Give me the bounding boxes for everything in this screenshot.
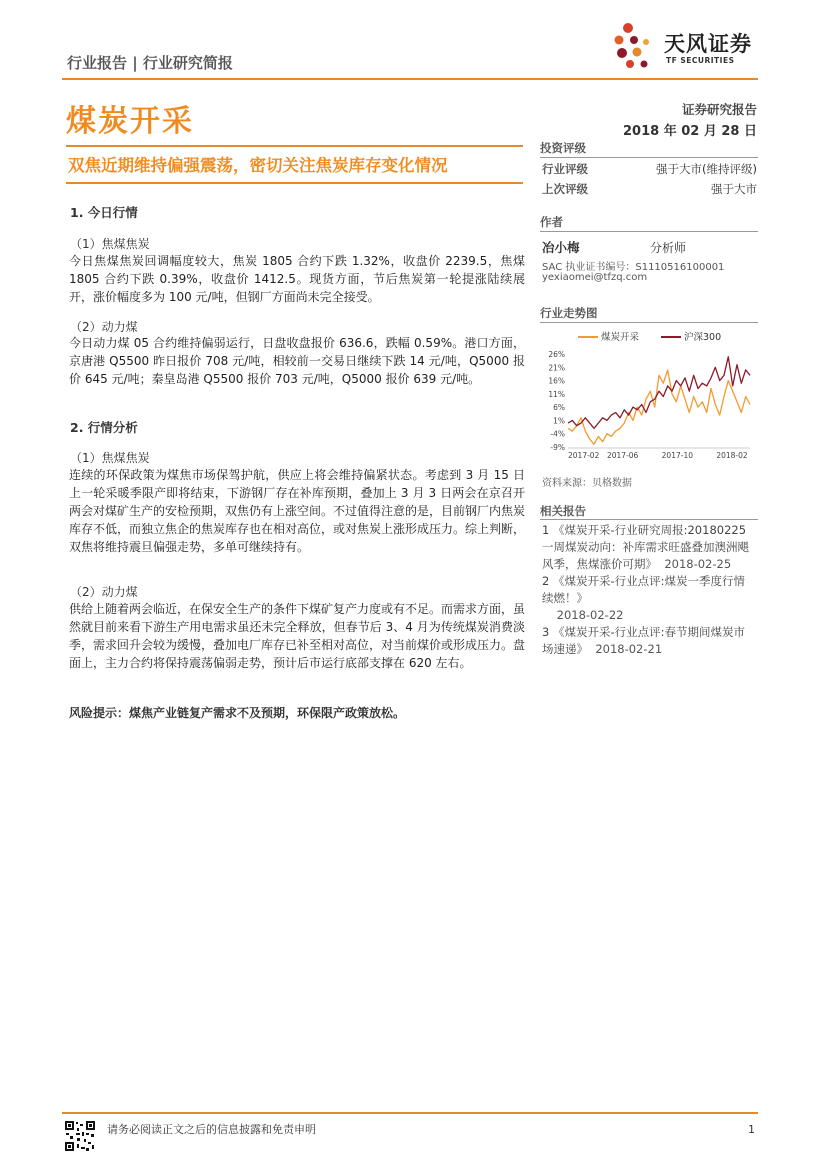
y-tick-label: 1% (553, 416, 565, 426)
report-title: 双焦近期维持偏强震荡，密切关注焦炭库存变化情况 (68, 156, 448, 175)
legend-label-series-1: 煤炭开采 (601, 332, 640, 343)
section-1-paragraph-2 (69, 334, 525, 388)
chart-series (568, 357, 750, 445)
paragraph-text: 供给上随着两会临近，在保安全生产的条件下煤矿复产力度或有不足。而需求方面，虽然就目前来看下游生产用电需求虽还未完全释放，但春节后 3、4 月为传统煤炭消费淡季，需求回升会较为缓慢，叠加电厂库存已补至相对高位，对当前煤价或形成压力。盘面上，主力合约将保持震荡偏弱走势，预计后市运行底部支撑在 620 左右。 (69, 602, 526, 670)
paragraph-text: 今日动力煤 05 合约维持偏弱运行，日盘收盘报价 636.6，跌幅 0.59%。港口方面，京唐港 Q5500 昨日报价 708 元/吨，相较前一交易日继续下跌 14 元/吨，Q5000 报价 645 元/吨；秦皇岛港 Q5500 报价 703 元/吨，Q5000 报价 639 元/吨。 (69, 336, 525, 386)
paragraph-text: 今日焦煤焦炭回调幅度较大，焦炭 1805 合约下跌 1.32%，收盘价 2239.5，焦煤 1805 合约下跌 0.39%，收盘价 1412.5。现货方面，节后焦炭第一轮提涨陆续展开，涨价幅度多为 100 元/吨，但钢厂方面尚未完全接受。 (69, 254, 525, 304)
section-2-paragraph-1 (69, 466, 525, 556)
chart-source: 资料来源：贝格数据 (542, 478, 632, 489)
section-2-sub-1: （1）焦煤焦炭 (70, 451, 150, 465)
x-tick-label: 2017-10 (661, 451, 694, 460)
series-line-1 (568, 370, 750, 444)
previous-rating-label: 上次评级 (542, 182, 588, 196)
legend-label-series-2: 沪深300 (684, 332, 722, 343)
title-divider-bottom (66, 182, 523, 184)
footer-divider (62, 1112, 758, 1114)
report-category-nav: 行业报告 | 行业研究简报 (67, 54, 233, 72)
qr-code-icon (64, 1120, 96, 1152)
chart-legend (578, 331, 721, 343)
previous-rating-value: 强于大市 (711, 182, 757, 196)
related-report-date: 2018-02-22 (556, 608, 624, 622)
trend-chart-heading: 行业走势图 (540, 306, 598, 320)
y-tick-label: 11% (548, 389, 565, 399)
section-1-paragraph-1 (69, 252, 525, 306)
logo-wordmark-cn: 天风证券 (664, 32, 752, 56)
report-date: 2018 年 02 月 28 日 (623, 124, 757, 139)
related-report-item[interactable] (542, 522, 756, 573)
y-tick-label: -4% (550, 429, 565, 439)
author-heading: 作者 (540, 215, 563, 229)
industry-rating-value: 强于大市(维持评级) (656, 162, 757, 176)
related-report-item[interactable] (542, 624, 756, 658)
related-report-item[interactable] (542, 573, 756, 624)
related-reports-list (542, 522, 756, 658)
section-1-sub-1: （1）焦煤焦炭 (70, 237, 150, 251)
related-report-date: 2018-02-21 (595, 642, 663, 656)
y-tick-label: 21% (548, 363, 565, 373)
related-reports-heading: 相关报告 (540, 504, 586, 518)
author-name: 冶小梅 (542, 240, 580, 255)
section-1-sub-2: （2）动力煤 (70, 320, 138, 334)
y-axis-ticks (548, 350, 565, 452)
author-sac-number: SAC 执业证书编号：S1110516100001 (542, 262, 725, 273)
series-line-2 (568, 357, 750, 429)
related-report-date: 2018-02-25 (664, 557, 732, 571)
x-tick-label: 2018-02 (716, 451, 748, 460)
x-tick-label: 2017-06 (606, 451, 639, 460)
x-axis-ticks (568, 451, 748, 460)
trend-divider (540, 322, 758, 323)
related-report-title[interactable]: 1 《煤炭开采-行业研究周报:20180225 一周煤炭动向：补库需求旺盛叠加澳洲飓风季，焦煤涨价可期》 (542, 523, 749, 571)
section-2-paragraph-2 (69, 600, 525, 672)
disclaimer-notice: 请务必阅读正文之后的信息披露和免责申明 (107, 1123, 316, 1136)
paragraph-text: 连续的环保政策为煤焦市场保驾护航，供应上将会维持偏紧状态。考虑到 3 月 15 日上一轮采暖季限产即将结束，下游钢厂存在补库预期，叠加上 3 月 3 日两会在京召开两会对煤矿生产的安检预期，双焦仍有上涨空间。不过值得注意的是，目前钢厂内焦炭库存不低，而独立焦企的焦炭库存也在相对高位，或对焦炭上涨形成压力。综上判断，双焦将维持震旦偏强走势，多单可继续持有。 (69, 468, 526, 554)
y-tick-label: 26% (548, 350, 565, 359)
related-report-title[interactable]: 3 《煤炭开采-行业点评:春节期间煤炭市场速递》 (542, 625, 745, 656)
section-2-heading: 2. 行情分析 (70, 420, 138, 435)
previous-rating-row (542, 181, 757, 197)
author-email[interactable]: yexiaomei@tfzq.com (542, 272, 648, 283)
document-type: 证券研究报告 (681, 102, 757, 117)
logo-wordmark-en: TF SECURITIES (666, 56, 735, 65)
related-divider (540, 519, 758, 520)
section-2-sub-2: （2）动力煤 (70, 585, 138, 599)
x-tick-label: 2017-02 (568, 451, 600, 460)
y-tick-label: -9% (550, 443, 565, 452)
sector-title: 煤炭开采 (66, 104, 194, 139)
logo-petals-icon (610, 18, 666, 74)
industry-trend-chart (540, 326, 758, 464)
author-divider (540, 231, 758, 232)
section-1-heading: 1. 今日行情 (70, 205, 138, 220)
y-tick-label: 6% (553, 403, 565, 413)
y-tick-label: 16% (548, 376, 565, 386)
header-divider (62, 78, 758, 80)
title-divider-top (66, 145, 523, 147)
risk-warning: 风险提示：煤焦产业链复产需求不及预期，环保限产政策放松。 (69, 706, 406, 720)
page-number: 1 (748, 1123, 755, 1136)
rating-divider (540, 157, 758, 158)
rating-heading: 投资评级 (540, 141, 586, 155)
industry-rating-row (542, 161, 757, 177)
industry-rating-label: 行业评级 (542, 162, 588, 176)
related-report-title[interactable]: 2 《煤炭开采-行业点评:煤炭一季度行情续燃！》 (542, 574, 745, 605)
author-role: 分析师 (650, 241, 687, 255)
